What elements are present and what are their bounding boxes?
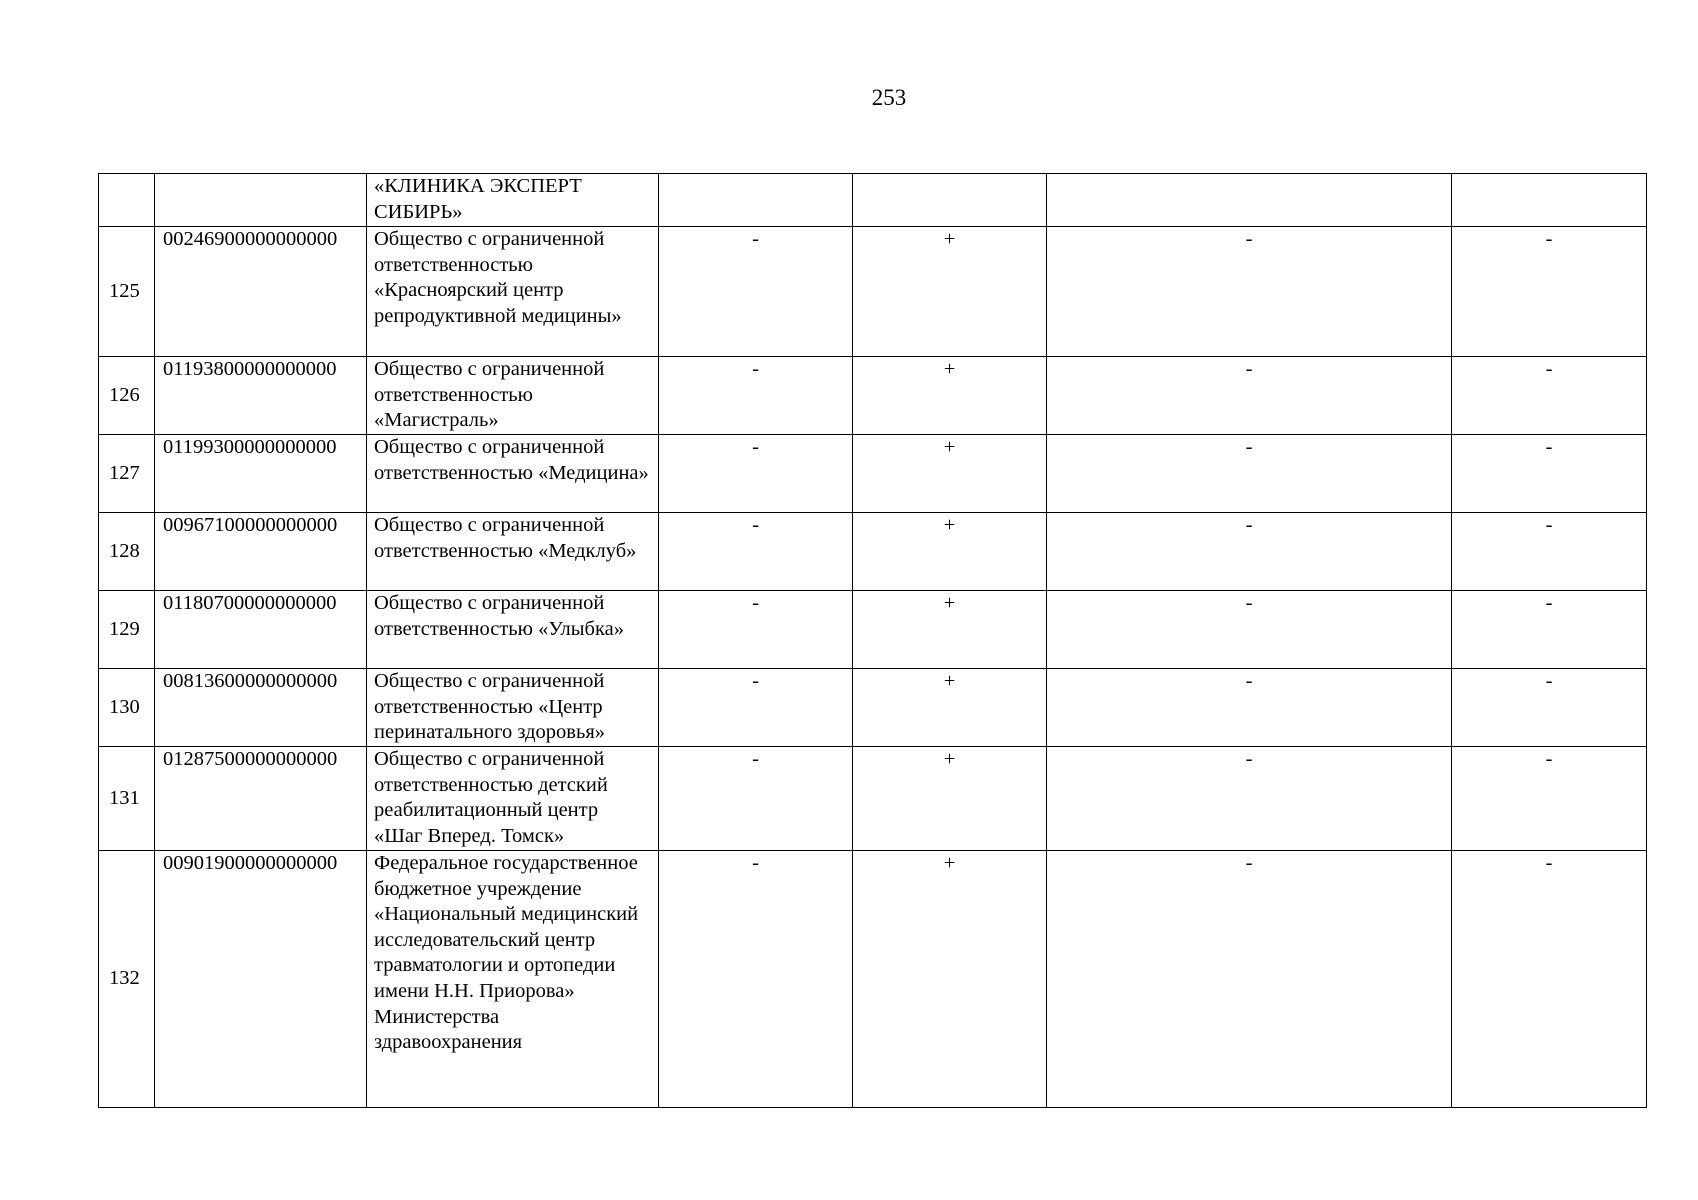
table-row (99, 591, 1647, 669)
mark-cell: - (1452, 747, 1647, 851)
mark-cell: + (853, 851, 1047, 1108)
organization-name-cell: Общество с ограниченной ответственностью «Медицина» (367, 435, 659, 513)
mark-cell: - (659, 357, 853, 435)
mark-cell: + (853, 591, 1047, 669)
row-number-cell: 126 (99, 357, 155, 435)
mark-cell: - (1452, 591, 1647, 669)
table-row (99, 227, 1647, 357)
code-cell: 00246900000000000 (155, 227, 367, 357)
row-number-cell: 129 (99, 591, 155, 669)
row-number-cell: 125 (99, 227, 155, 357)
mark-cell: - (1047, 227, 1452, 357)
code-cell (155, 174, 367, 227)
mark-cell: + (853, 435, 1047, 513)
mark-cell: - (1047, 591, 1452, 669)
organization-name-cell: Федеральное государственное бюджетное учреждение «Национальный медицинский исследовательский центр травматологии и ортопедии имени Н.Н. Приорова» Министерства здравоохранения (367, 851, 659, 1108)
row-number-cell: 127 (99, 435, 155, 513)
table-row (99, 357, 1647, 435)
mark-cell: - (659, 591, 853, 669)
mark-cell: - (1047, 851, 1452, 1108)
mark-cell: + (853, 747, 1047, 851)
mark-cell: - (659, 669, 853, 747)
code-cell: 01193800000000000 (155, 357, 367, 435)
page-number: 253 (871, 85, 907, 110)
mark-cell: - (1452, 513, 1647, 591)
code-cell: 00813600000000000 (155, 669, 367, 747)
mark-cell: + (853, 513, 1047, 591)
table-row (99, 513, 1647, 591)
table-row (99, 747, 1647, 851)
mark-cell (1452, 174, 1647, 227)
organization-name-cell: Общество с ограниченной ответственностью «Медклуб» (367, 513, 659, 591)
table-row (99, 435, 1647, 513)
mark-cell: - (659, 851, 853, 1108)
mark-cell: - (1452, 357, 1647, 435)
row-number-cell: 130 (99, 669, 155, 747)
mark-cell: - (1452, 435, 1647, 513)
organization-name-cell: Общество с ограниченной ответственностью «Улыбка» (367, 591, 659, 669)
mark-cell (1047, 174, 1452, 227)
mark-cell: - (659, 435, 853, 513)
mark-cell: - (659, 747, 853, 851)
code-cell: 01199300000000000 (155, 435, 367, 513)
mark-cell: - (1452, 851, 1647, 1108)
mark-cell: + (853, 227, 1047, 357)
table-row (99, 174, 1647, 227)
registry-table (98, 173, 1647, 1108)
code-cell: 01180700000000000 (155, 591, 367, 669)
mark-cell: - (1047, 435, 1452, 513)
mark-cell: - (1047, 747, 1452, 851)
organization-name-cell: Общество с ограниченной ответственностью «Красноярский центр репродуктивной медицины» (367, 227, 659, 357)
mark-cell (853, 174, 1047, 227)
mark-cell: - (659, 227, 853, 357)
mark-cell: - (1047, 357, 1452, 435)
row-number-cell: 132 (99, 851, 155, 1108)
mark-cell: - (1047, 669, 1452, 747)
mark-cell: + (853, 357, 1047, 435)
code-cell: 01287500000000000 (155, 747, 367, 851)
organization-name-cell: Общество с ограниченной ответственностью «Центр перинатального здоровья» (367, 669, 659, 747)
organization-name-cell: Общество с ограниченной ответственностью детский реабилитационный центр «Шаг Вперед. Томск» (367, 747, 659, 851)
row-number-cell (99, 174, 155, 227)
mark-cell: + (853, 669, 1047, 747)
mark-cell: - (659, 513, 853, 591)
table-row (99, 851, 1647, 1108)
organization-name-cell: Общество с ограниченной ответственностью «Магистраль» (367, 357, 659, 435)
mark-cell: - (1047, 513, 1452, 591)
mark-cell: - (1452, 227, 1647, 357)
code-cell: 00901900000000000 (155, 851, 367, 1108)
code-cell: 00967100000000000 (155, 513, 367, 591)
mark-cell (659, 174, 853, 227)
row-number-cell: 131 (99, 747, 155, 851)
table-row (99, 669, 1647, 747)
row-number-cell: 128 (99, 513, 155, 591)
mark-cell: - (1452, 669, 1647, 747)
organization-name-cell: «КЛИНИКА ЭКСПЕРТ СИБИРЬ» (367, 174, 659, 227)
